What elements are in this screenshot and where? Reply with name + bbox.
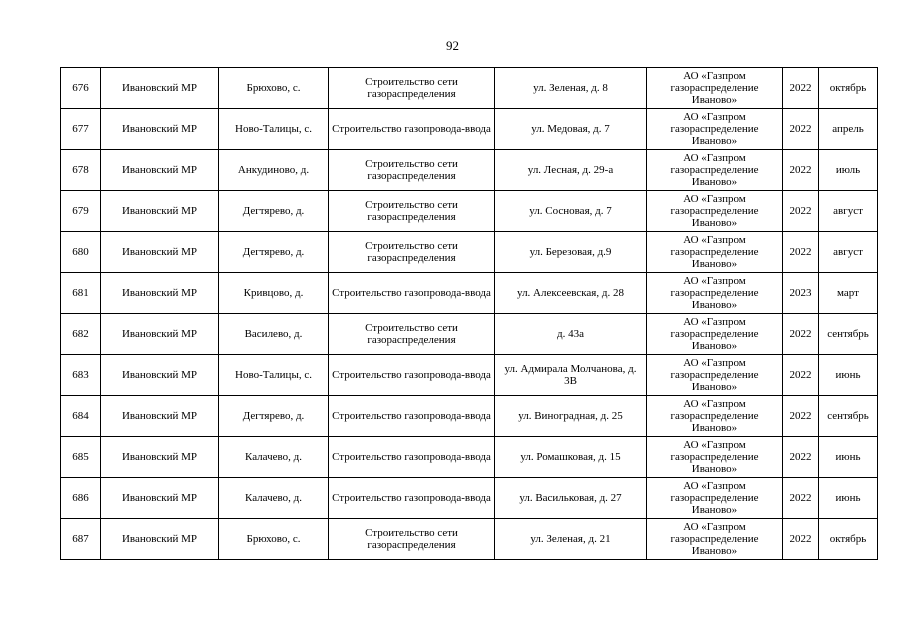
work-type-cell: Строительство газопровода-ввода xyxy=(329,273,495,314)
organization-cell: АО «Газпром газораспределение Иваново» xyxy=(647,191,783,232)
address-cell: ул. Зеленая, д. 21 xyxy=(495,519,647,560)
table-row xyxy=(61,355,878,396)
district-cell: Ивановский МР xyxy=(101,68,219,109)
row-number-cell: 687 xyxy=(61,519,101,560)
work-type-cell: Строительство сети газораспределения xyxy=(329,232,495,273)
organization-cell: АО «Газпром газораспределение Иваново» xyxy=(647,355,783,396)
row-number-cell: 679 xyxy=(61,191,101,232)
organization-cell: АО «Газпром газораспределение Иваново» xyxy=(647,478,783,519)
locality-cell: Дегтярево, д. xyxy=(219,396,329,437)
month-cell: сентябрь xyxy=(819,396,878,437)
month-cell: март xyxy=(819,273,878,314)
table-row xyxy=(61,109,878,150)
table-row xyxy=(61,191,878,232)
row-number-cell: 677 xyxy=(61,109,101,150)
year-cell: 2022 xyxy=(783,232,819,273)
address-cell: ул. Березовая, д.9 xyxy=(495,232,647,273)
year-cell: 2022 xyxy=(783,437,819,478)
district-cell: Ивановский МР xyxy=(101,519,219,560)
row-number-cell: 686 xyxy=(61,478,101,519)
organization-cell: АО «Газпром газораспределение Иваново» xyxy=(647,396,783,437)
address-cell: ул. Лесная, д. 29-а xyxy=(495,150,647,191)
month-cell: октябрь xyxy=(819,519,878,560)
table-row xyxy=(61,437,878,478)
work-type-cell: Строительство газопровода-ввода xyxy=(329,396,495,437)
locality-cell: Василево, д. xyxy=(219,314,329,355)
page-number: 92 xyxy=(446,38,459,53)
address-cell: ул. Медовая, д. 7 xyxy=(495,109,647,150)
row-number-cell: 681 xyxy=(61,273,101,314)
table-row xyxy=(61,519,878,560)
locality-cell: Калачево, д. xyxy=(219,478,329,519)
table-row xyxy=(61,68,878,109)
organization-cell: АО «Газпром газораспределение Иваново» xyxy=(647,232,783,273)
month-cell: апрель xyxy=(819,109,878,150)
month-cell: июнь xyxy=(819,355,878,396)
row-number-cell: 676 xyxy=(61,68,101,109)
locality-cell: Кривцово, д. xyxy=(219,273,329,314)
table-body xyxy=(61,68,878,560)
work-type-cell: Строительство газопровода-ввода xyxy=(329,478,495,519)
month-cell: июнь xyxy=(819,478,878,519)
locality-cell: Ново-Талицы, с. xyxy=(219,109,329,150)
work-type-cell: Строительство газопровода-ввода xyxy=(329,437,495,478)
address-cell: ул. Сосновая, д. 7 xyxy=(495,191,647,232)
month-cell: июль xyxy=(819,150,878,191)
district-cell: Ивановский МР xyxy=(101,150,219,191)
work-type-cell: Строительство газопровода-ввода xyxy=(329,355,495,396)
work-type-cell: Строительство сети газораспределения xyxy=(329,314,495,355)
year-cell: 2022 xyxy=(783,355,819,396)
organization-cell: АО «Газпром газораспределение Иваново» xyxy=(647,519,783,560)
district-cell: Ивановский МР xyxy=(101,273,219,314)
address-cell: ул. Ромашковая, д. 15 xyxy=(495,437,647,478)
address-cell: ул. Виноградная, д. 25 xyxy=(495,396,647,437)
address-cell: ул. Алексеевская, д. 28 xyxy=(495,273,647,314)
locality-cell: Дегтярево, д. xyxy=(219,232,329,273)
table-row xyxy=(61,232,878,273)
table-row xyxy=(61,314,878,355)
address-cell: ул. Зеленая, д. 8 xyxy=(495,68,647,109)
table-row xyxy=(61,273,878,314)
year-cell: 2022 xyxy=(783,396,819,437)
organization-cell: АО «Газпром газораспределение Иваново» xyxy=(647,314,783,355)
month-cell: август xyxy=(819,191,878,232)
organization-cell: АО «Газпром газораспределение Иваново» xyxy=(647,150,783,191)
district-cell: Ивановский МР xyxy=(101,314,219,355)
row-number-cell: 680 xyxy=(61,232,101,273)
address-cell: ул. Васильковая, д. 27 xyxy=(495,478,647,519)
table-row xyxy=(61,396,878,437)
year-cell: 2023 xyxy=(783,273,819,314)
district-cell: Ивановский МР xyxy=(101,191,219,232)
work-type-cell: Строительство газопровода-ввода xyxy=(329,109,495,150)
district-cell: Ивановский МР xyxy=(101,355,219,396)
district-cell: Ивановский МР xyxy=(101,396,219,437)
work-type-cell: Строительство сети газораспределения xyxy=(329,519,495,560)
year-cell: 2022 xyxy=(783,109,819,150)
locality-cell: Дегтярево, д. xyxy=(219,191,329,232)
row-number-cell: 685 xyxy=(61,437,101,478)
table-row xyxy=(61,150,878,191)
organization-cell: АО «Газпром газораспределение Иваново» xyxy=(647,68,783,109)
address-cell: д. 43а xyxy=(495,314,647,355)
month-cell: октябрь xyxy=(819,68,878,109)
year-cell: 2022 xyxy=(783,314,819,355)
year-cell: 2022 xyxy=(783,150,819,191)
work-type-cell: Строительство сети газораспределения xyxy=(329,150,495,191)
year-cell: 2022 xyxy=(783,68,819,109)
month-cell: сентябрь xyxy=(819,314,878,355)
month-cell: июнь xyxy=(819,437,878,478)
table-row xyxy=(61,478,878,519)
work-type-cell: Строительство сети газораспределения xyxy=(329,191,495,232)
organization-cell: АО «Газпром газораспределение Иваново» xyxy=(647,437,783,478)
locality-cell: Анкудиново, д. xyxy=(219,150,329,191)
gasification-table xyxy=(60,67,878,560)
row-number-cell: 682 xyxy=(61,314,101,355)
locality-cell: Брюхово, с. xyxy=(219,519,329,560)
row-number-cell: 683 xyxy=(61,355,101,396)
district-cell: Ивановский МР xyxy=(101,478,219,519)
district-cell: Ивановский МР xyxy=(101,109,219,150)
district-cell: Ивановский МР xyxy=(101,437,219,478)
organization-cell: АО «Газпром газораспределение Иваново» xyxy=(647,109,783,150)
organization-cell: АО «Газпром газораспределение Иваново» xyxy=(647,273,783,314)
locality-cell: Ново-Талицы, с. xyxy=(219,355,329,396)
work-type-cell: Строительство сети газораспределения xyxy=(329,68,495,109)
year-cell: 2022 xyxy=(783,519,819,560)
year-cell: 2022 xyxy=(783,191,819,232)
locality-cell: Калачево, д. xyxy=(219,437,329,478)
district-cell: Ивановский МР xyxy=(101,232,219,273)
row-number-cell: 678 xyxy=(61,150,101,191)
year-cell: 2022 xyxy=(783,478,819,519)
row-number-cell: 684 xyxy=(61,396,101,437)
locality-cell: Брюхово, с. xyxy=(219,68,329,109)
month-cell: август xyxy=(819,232,878,273)
address-cell: ул. Адмирала Молчанова, д. 3В xyxy=(495,355,647,396)
